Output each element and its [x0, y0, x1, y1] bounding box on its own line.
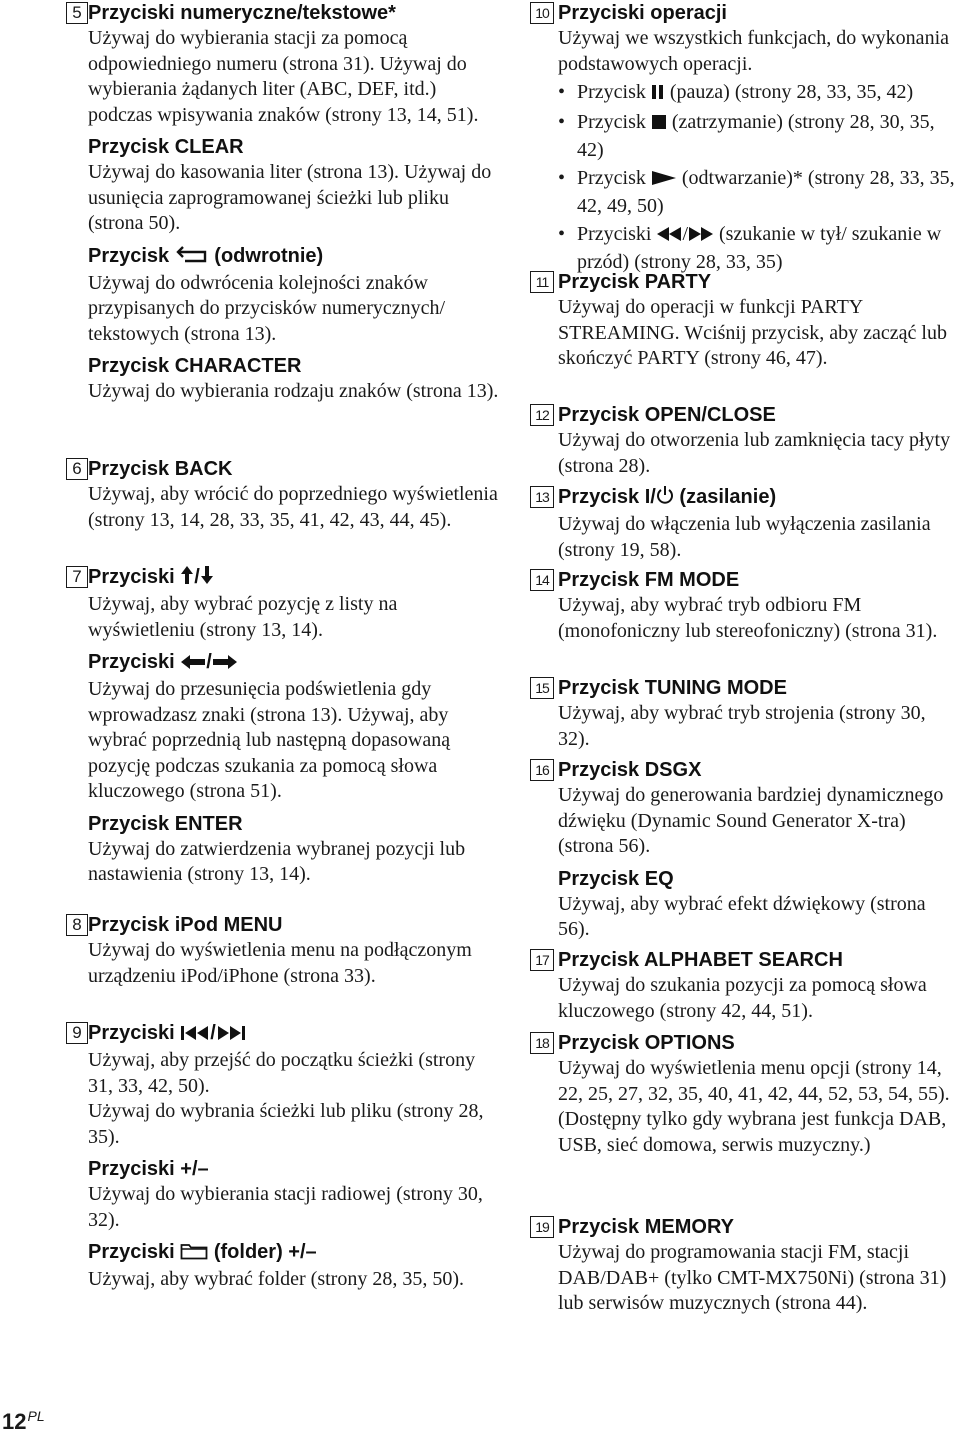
item-number-17: 17 [530, 949, 554, 971]
body-leftright-buttons: Używaj do przesunięcia podświetlenia gdy wprowadzasz znaki (strona 13). Używaj, aby wybrać poprzednią lub następną dopasowaną pozycję podczas szukania za pomocą słowa kluczowego (strona 51). [88, 678, 451, 802]
body-party-button: Używaj do operacji w funkcji PARTY STREAMING. Wciśnij przycisk, aby zacząć lub skończyć PARTY (strony 46, 47). [558, 296, 947, 369]
heading-updown-buttons [88, 564, 505, 592]
list-item-search-sep: / [682, 222, 688, 245]
body-back-button: Używaj, aby wrócić do poprzedniego wyświetlenia (strony 13, 14, 28, 33, 35, 41, 42, 43, 44, 45). [88, 483, 498, 531]
entry-9 [0, 1020, 505, 1293]
heading-options-button: Przycisk OPTIONS [558, 1032, 735, 1054]
item-number-14: 14 [530, 569, 554, 591]
item-number-12: 12 [530, 404, 554, 426]
list-item-pause-b: (pauza) (strony 28, 33, 35, 42) [669, 81, 914, 103]
entry-15 [528, 675, 960, 752]
item-number-9: 9 [66, 1022, 88, 1044]
heading-power-a: Przycisk I/ [558, 486, 656, 508]
body-enter-button: Używaj do zatwierdzenia wybranej pozycji lub nastawienia (strony 13, 14). [88, 837, 466, 885]
item-number-13: 13 [530, 486, 554, 508]
item-number-19: 19 [530, 1216, 554, 1238]
arrow-right-icon [212, 651, 238, 677]
heading-leftright-sep: / [206, 651, 212, 673]
entry-8 [0, 912, 505, 989]
list-item-play [558, 165, 960, 220]
entry-7 [0, 564, 505, 888]
return-arrow-icon [175, 244, 209, 271]
rewind-icon [656, 223, 682, 250]
entry-17 [528, 947, 960, 1024]
heading-updown-a: Przyciski [88, 566, 175, 588]
heading-reverse-button [88, 243, 505, 271]
list-item-play-b: (odtwarzanie)* (strony 28, 33, 35, 42, 49, 50) [577, 166, 955, 217]
entry-13 [528, 484, 960, 563]
item-number-18: 18 [530, 1032, 554, 1054]
body-plus-minus-buttons: Używaj do wybierania stacji radiowej (strony 30, 32). [88, 1183, 483, 1231]
arrow-up-icon [180, 565, 194, 592]
item-number-5: 5 [66, 2, 88, 24]
body-numeric-buttons: Używaj do wybierania stacji za pomocą odpowiedniego numeru (strona 31). Używaj do wybierania żądanych liter (ABC, DEF, itd.) podczas wpisywania znaków (strony 13, 14, 51). [88, 27, 479, 126]
list-item-play-a: Przycisk [577, 166, 646, 189]
folder-icon [180, 1241, 208, 1267]
heading-power-button [558, 484, 960, 512]
entry-5 [0, 0, 505, 405]
heading-skip-buttons [88, 1020, 505, 1048]
body-operation-buttons: Używaj we wszystkich funkcjach, do wykonania podstawowych operacji. [558, 27, 949, 75]
heading-folder-buttons [88, 1239, 505, 1267]
arrow-left-icon [180, 651, 206, 677]
heading-enter-button: Przycisk ENTER [88, 812, 243, 835]
entry-11 [528, 269, 960, 372]
entry-6 [0, 456, 505, 533]
item-number-7: 7 [66, 566, 88, 588]
heading-folder-a: Przyciski [88, 1241, 175, 1263]
item-number-15: 15 [530, 677, 554, 699]
heading-party-button: Przycisk PARTY [558, 271, 712, 293]
body-power-button: Używaj do włączenia lub wyłączenia zasilania (strony 19, 58). [558, 513, 931, 561]
item-number-10: 10 [530, 2, 554, 24]
body-reverse-button: Używaj do odwrócenia kolejności znaków przypisanych do przycisków numerycznych/ tekstowych (strona 13). [88, 271, 446, 345]
operation-buttons-list [558, 79, 960, 276]
power-icon [656, 485, 674, 512]
heading-back-button: Przycisk BACK [88, 458, 233, 480]
heading-power-b: (zasilanie) [679, 486, 777, 508]
body-options-button-2: (Dostępny tylko gdy wybrana jest funkcja DAB, USB, sieć domowa, serwis muzyczny.) [558, 1108, 947, 1156]
heading-leftright-a: Przyciski [88, 651, 175, 673]
body-alphabet-search-button: Używaj do szukania pozycji za pomocą słowa kluczowego (strony 42, 44, 51). [558, 974, 927, 1022]
heading-leftright-buttons [88, 649, 505, 677]
stop-icon [651, 111, 667, 138]
body-tuning-mode-button: Używaj, aby wybrać tryb strojenia (strony 30, 32). [558, 702, 926, 750]
heading-clear-button: Przycisk CLEAR [88, 136, 244, 158]
heading-fm-mode-button: Przycisk FM MODE [558, 569, 740, 591]
heading-operation-buttons: Przyciski operacji [558, 2, 727, 24]
heading-alphabet-search-button: Przycisk ALPHABET SEARCH [558, 949, 843, 971]
body-options-button-1: Używaj do wyświetlenia menu opcji (strony 14, 22, 25, 27, 32, 35, 40, 41, 42, 44, 52, 53, 54, 55). [558, 1057, 950, 1105]
body-ipod-menu-button: Używaj do wyświetlenia menu na podłączonym urządzeniu iPod/iPhone (strona 33). [88, 939, 472, 987]
entry-19 [528, 1214, 960, 1317]
entry-10 [528, 0, 960, 277]
fast-forward-icon [688, 223, 714, 250]
next-track-icon [216, 1022, 246, 1048]
body-clear-button: Używaj do kasowania liter (strona 13). Używaj do usunięcia zaprogramowanej ścieżki lub pliku (strona 50). [88, 161, 492, 234]
heading-skip-sep: / [210, 1022, 216, 1044]
heading-updown-sep: / [194, 566, 200, 588]
list-item-search [558, 221, 960, 276]
entry-16 [528, 757, 960, 943]
previous-track-icon [180, 1022, 210, 1048]
page-number [2, 1408, 45, 1435]
heading-reverse-a: Przycisk [88, 244, 170, 267]
heading-reverse-b: (odwrotnie) [214, 244, 324, 267]
body-updown-buttons: Używaj, aby wybrać pozycję z listy na wyświetleniu (strony 13, 14). [88, 593, 398, 641]
item-number-6: 6 [66, 458, 88, 480]
entry-12 [528, 402, 960, 479]
list-item-search-b: (szukanie w tył/ szukanie w przód) (strony 28, 33, 35) [577, 222, 942, 273]
body-skip-buttons-2: Używaj do wybrania ścieżki lub pliku (strony 28, 35). [88, 1100, 484, 1148]
list-item-stop-a: Przycisk [577, 110, 646, 133]
page-number-value: 12 [2, 1409, 27, 1434]
arrow-down-icon [200, 565, 214, 592]
body-memory-button: Używaj do programowania stacji FM, stacji DAB/DAB+ (tylko CMT-MX750Ni) (strona 31) lub serwisów muzycznych (strona 44). [558, 1241, 947, 1314]
list-item-stop [558, 109, 960, 164]
list-item-search-a: Przyciski [577, 222, 652, 245]
heading-memory-button: Przycisk MEMORY [558, 1216, 734, 1238]
heading-eq-button: Przycisk EQ [558, 867, 674, 890]
heading-character-button: Przycisk CHARACTER [88, 355, 302, 377]
body-folder-buttons: Używaj, aby wybrać folder (strony 28, 35, 50). [88, 1268, 465, 1290]
heading-ipod-menu-button: Przycisk iPod MENU [88, 914, 283, 936]
heading-dsgx-button: Przycisk DSGX [558, 759, 702, 781]
heading-skip-a: Przyciski [88, 1022, 175, 1044]
page-language-suffix: PL [27, 1408, 45, 1424]
play-icon [651, 167, 677, 194]
heading-plus-minus-buttons: Przyciski +/– [88, 1158, 209, 1180]
pause-icon [651, 81, 665, 108]
item-number-11: 11 [530, 271, 554, 293]
list-item-stop-b: (zatrzymanie) (strony 28, 30, 35, 42) [577, 110, 935, 161]
entry-14 [528, 567, 960, 644]
body-skip-buttons-1: Używaj, aby przejść do początku ścieżki (strony 31, 33, 42, 50). [88, 1049, 476, 1097]
body-eq-button: Używaj, aby wybrać efekt dźwiękowy (strona 56). [558, 892, 926, 940]
body-character-button: Używaj do wybierania rodzaju znaków (strona 13). [88, 380, 499, 402]
item-number-8: 8 [66, 914, 88, 936]
body-fm-mode-button: Używaj, aby wybrać tryb odbioru FM (monofoniczny lub stereofoniczny) (strona 31). [558, 594, 938, 642]
item-number-16: 16 [530, 759, 554, 781]
heading-open-close-button: Przycisk OPEN/CLOSE [558, 404, 776, 426]
list-item-pause-a: Przycisk [577, 81, 646, 103]
heading-folder-b: (folder) +/– [213, 1241, 317, 1263]
body-open-close-button: Używaj do otworzenia lub zamknięcia tacy płyty (strona 28). [558, 429, 951, 477]
body-dsgx-button: Używaj do generowania bardziej dynamicznego dźwięku (Dynamic Sound Generator X-tra) (strona 56). [558, 784, 944, 857]
heading-numeric-buttons: Przyciski numeryczne/tekstowe* [88, 2, 396, 24]
entry-18 [528, 1030, 960, 1158]
heading-tuning-mode-button: Przycisk TUNING MODE [558, 677, 787, 699]
list-item-pause [558, 79, 960, 108]
